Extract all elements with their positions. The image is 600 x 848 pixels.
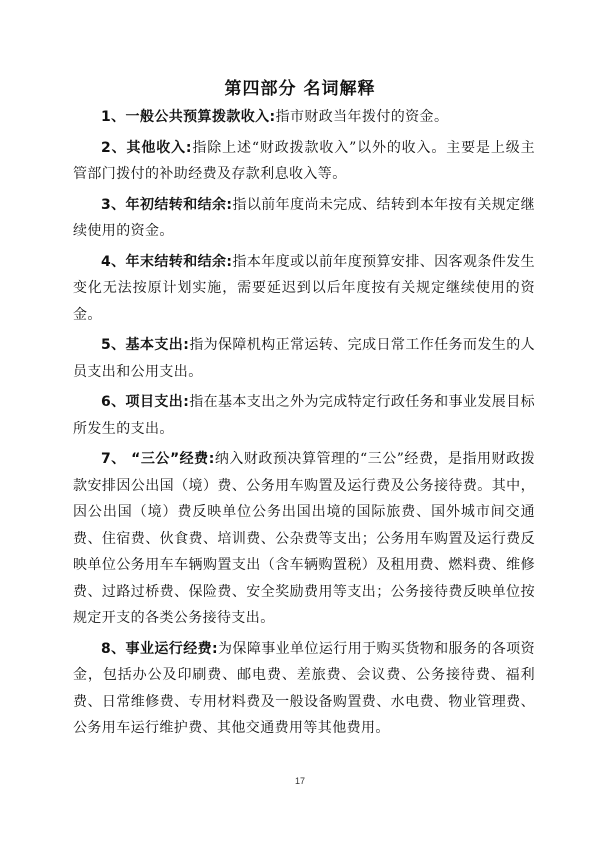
term-definition: 指除上述“财政拨款收入”以外的收入。主要是上级主管部门拨付的补助经费及存款利息收入等。: [73, 139, 536, 182]
term-label: 1、一般公共预算拨款收入:: [101, 109, 276, 125]
definition-item-5: [73, 332, 535, 385]
definition-item-1: [73, 104, 535, 131]
definition-item-8: [73, 636, 535, 742]
term-label: 3、年初结转和结余:: [101, 196, 233, 213]
term-definition: 指在基本支出之外为完成特定行政任务和事业发展目标所发生的支出。: [73, 394, 536, 437]
term-definition: 指以前年度尚未完成、结转到本年按有关规定继续使用的资金。: [73, 196, 535, 239]
page-title: 第四部分 名词解释: [224, 79, 376, 99]
definition-item-6: [73, 389, 535, 442]
definition-item-3: [73, 192, 535, 245]
term-definition: 为保障事业单位运行用于购买货物和服务的各项资金，包括办公及印刷费、邮电费、差旅费、会议费、公务接待费、福利费、日常维修费、专用材料费及一般设备购置费、水电费、物业管理费、公务用车运行维护费、其他交通费用等其他费用。: [73, 640, 535, 736]
term-label: 6、项目支出:: [101, 394, 190, 410]
definition-item-7: [73, 446, 535, 632]
term-label: 7、 “三公”经费:: [101, 451, 215, 467]
definition-list: [73, 104, 535, 746]
definition-item-4: [73, 249, 535, 329]
term-label: 8、事业运行经费:: [101, 640, 219, 657]
page-number: 17: [294, 776, 305, 786]
term-label: 2、其他收入:: [101, 139, 192, 156]
definition-item-2: [73, 135, 535, 188]
term-definition: 指市财政当年拨付的资金。: [275, 109, 449, 125]
term-definition: 纳入财政预决算管理的“三公”经费，是指用财政拨款安排因公出国（境）费、公务用车购置及运行费及公务接待费。其中，因公出国（境）费反映单位公务出国出境的国际旅费、国外城市间交通费、住宿费、伙食费、培训费、公杂费等支出；公务用车购置及运行费反映单位公务用车车辆购置支出（含车辆购置税）及租用费、燃料费、维修费、过路过桥费、保险费、安全奖励费用等支出；公务接待费反映单位按规定开支的各类公务接待支出。: [73, 451, 535, 626]
term-definition: 指本年度或以前年度预算安排、因客观条件发生变化无法按原计划实施，需要延迟到以后年度按有关规定继续使用的资金。: [73, 253, 535, 323]
term-label: 5、基本支出:: [101, 337, 190, 353]
term-label: 4、年末结转和结余:: [101, 253, 233, 270]
term-definition: 指为保障机构正常运转、完成日常工作任务而发生的人员支出和公用支出。: [73, 337, 536, 380]
